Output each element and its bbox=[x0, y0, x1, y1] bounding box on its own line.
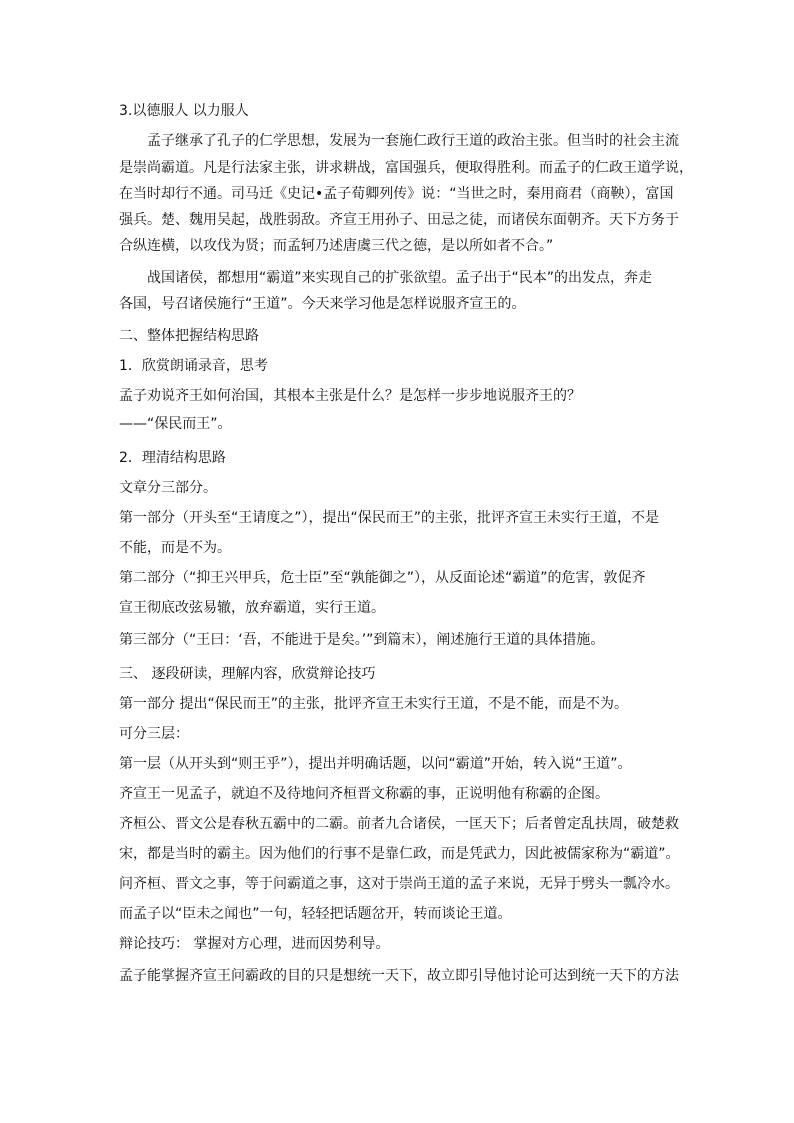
paragraph-line: 各国，号召诸侯施行“王道”。今天来学习他是怎样说服齐宣王的。 bbox=[119, 296, 526, 312]
subheading: 2．理清结构思路 bbox=[119, 450, 226, 466]
paragraph-line: 孟子继承了孔子的仁学思想，发展为一套施仁政行王道的政治主张。但当时的社会主流 bbox=[147, 133, 679, 149]
paragraph-line: 齐桓公、晋文公是春秋五霸中的二霸。前者九合诸侯，一匡天下；后者曾定乱扶周，破楚救 bbox=[119, 816, 679, 832]
paragraph-line: 是崇尚霸道。凡是行法家主张，讲求耕战，富国强兵，便取得胜利。而孟子的仁政王道学说， bbox=[119, 160, 693, 176]
paragraph-line: 第一层（从开头到“则王乎”），提出并明确话题，以问“霸道”开始，转入说“王道”。 bbox=[119, 756, 632, 772]
paragraph-line: 孟子能掌握齐宣王问霸政的目的只是想统一天下，故立即引导他讨论可达到统一天下的方法 bbox=[119, 968, 679, 984]
paragraph-line: 辩论技巧： 掌握对方心理，进而因势利导。 bbox=[119, 936, 390, 952]
paragraph-line: 第一部分 提出“保民而王”的主张，批评齐宣王未实行王道，不是不能，而是不为。 bbox=[119, 696, 628, 712]
paragraph-line: 可分三层： bbox=[119, 726, 189, 742]
section-heading-3: 3.以德服人 以力服人 bbox=[119, 103, 249, 119]
paragraph-line: 不能，而是不为。 bbox=[119, 540, 231, 556]
question-line: 孟子劝说齐王如何治国，其根本主张是什么？是怎样一步步地说服齐王的？ bbox=[119, 388, 581, 404]
paragraph-line: 而孟子以“臣未之闻也”一句，轻轻把话题岔开，转而谈论王道。 bbox=[119, 906, 512, 922]
paragraph-line: 问齐桓、晋文之事，等于问霸道之事，这对于崇尚王道的孟子来说，无异于劈头一瓢冷水。 bbox=[119, 876, 679, 892]
paragraph-line: 强兵。楚、魏用吴起，战胜弱敌。齐宣王用孙子、田忌之徒，而诸侯东面朝齐。天下方务于 bbox=[119, 212, 679, 228]
paragraph-line: 文章分三部分。 bbox=[119, 480, 217, 496]
paragraph-line: 宋，都是当时的霸主。因为他们的行事不是靠仁政，而是凭武力，因此被儒家称为“霸道”。 bbox=[119, 846, 680, 862]
paragraph-line: 在当时却行不通。司马迁《史记•孟子荀卿列传》说：“当世之时，秦用商君（商鞅），富国 bbox=[119, 186, 674, 202]
paragraph-line: 宣王彻底改弦易辙，放弃霸道，实行王道。 bbox=[119, 600, 385, 616]
subheading: 1．欣赏朗诵录音，思考 bbox=[119, 358, 268, 374]
answer-line: ——“保民而王”。 bbox=[119, 416, 232, 432]
paragraph-line: 战国诸侯，都想用“霸道”来实现自己的扩张欲望。孟子出于“民本”的出发点，奔走 bbox=[147, 270, 653, 286]
paragraph-line: 齐宣王一见孟子，就迫不及待地问齐桓晋文称霸的事，正说明他有称霸的企图。 bbox=[119, 786, 609, 802]
section-heading-3b: 三、 逐段研读，理解内容，欣赏辩论技巧 bbox=[119, 666, 376, 682]
paragraph-line: 第三部分（“王曰：‘吾，不能进于是矣。’”到篇末），阐述施行王道的具体措施。 bbox=[119, 632, 605, 648]
paragraph-line: 第二部分（“抑王兴甲兵，危士臣”至“孰能御之”），从反面论述“霸道”的危害，敦促齐 bbox=[119, 570, 646, 586]
paragraph-line: 第一部分（开头至“王请度之”），提出“保民而王”的主张，批评齐宣王未实行王道，不是 bbox=[119, 510, 660, 526]
section-heading-2: 二、整体把握结构思路 bbox=[119, 328, 259, 344]
paragraph-line: 合纵连横，以攻伐为贤；而孟轲乃述唐虞三代之德，是以所如者不合。” bbox=[119, 238, 554, 254]
